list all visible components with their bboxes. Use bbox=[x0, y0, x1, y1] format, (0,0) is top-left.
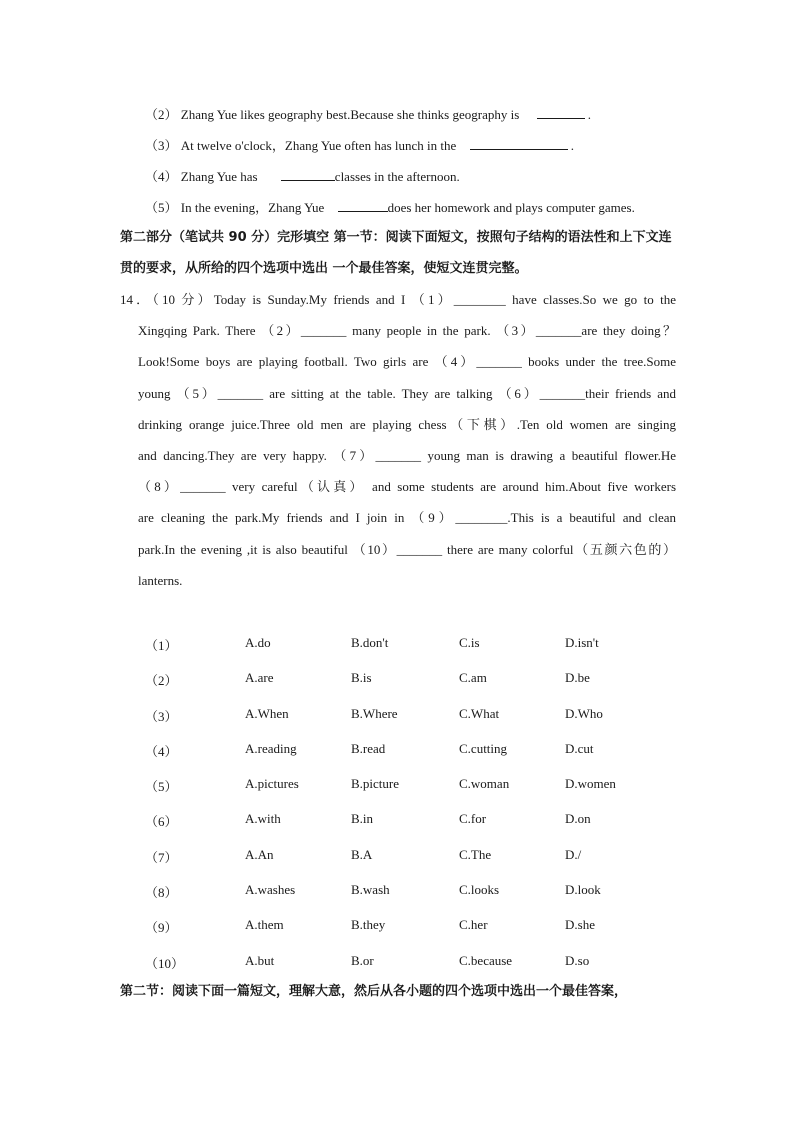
option-a[interactable]: A.do bbox=[245, 635, 271, 650]
passage-line: Xingqing Park. There （2）_______ many people in the park. （3）_______are they doing？ bbox=[138, 323, 676, 339]
question-2 bbox=[145, 104, 591, 123]
option-a[interactable]: A.An bbox=[245, 846, 274, 862]
option-d[interactable]: D.look bbox=[565, 882, 601, 898]
option-number: （4） bbox=[145, 743, 178, 759]
question-number: （2） bbox=[145, 107, 178, 122]
passage-line: are cleaning the park.My friends and I join in （9）________.This is a beautiful and clean bbox=[138, 510, 676, 526]
option-d[interactable]: D.isn't bbox=[565, 635, 599, 650]
option-number: （3） bbox=[145, 708, 178, 724]
question-text: At twelve o'clock，Zhang Yue often has lunch in the bbox=[180, 138, 457, 153]
answer-blank[interactable] bbox=[470, 137, 568, 150]
options-row bbox=[145, 874, 665, 909]
options-table bbox=[145, 627, 665, 980]
option-c[interactable]: C.is bbox=[459, 635, 480, 650]
option-a[interactable]: A.them bbox=[245, 917, 284, 933]
question-3 bbox=[145, 135, 574, 154]
part2-heading: 第二部分（笔试共 90 分）完形填空 第一节：阅读下面短文，按照句子结构的语法性和上下文连贯的要求，从所给的四个选项中选出 一个最佳答案，使短文连贯完整。 bbox=[120, 230, 672, 276]
option-a[interactable]: A.reading bbox=[245, 740, 297, 756]
options-row bbox=[145, 627, 665, 662]
option-a[interactable]: A.washes bbox=[245, 882, 296, 898]
option-c[interactable]: C.her bbox=[459, 917, 488, 933]
passage-line: lanterns. bbox=[138, 572, 183, 588]
option-b[interactable]: B.A bbox=[351, 846, 373, 862]
options-row bbox=[145, 839, 665, 874]
option-d[interactable]: D.she bbox=[565, 917, 595, 933]
option-c[interactable]: C.am bbox=[459, 670, 487, 686]
option-c[interactable]: C.What bbox=[459, 705, 500, 721]
options-row bbox=[145, 662, 665, 697]
option-b[interactable]: B.or bbox=[351, 952, 374, 968]
option-number: （1） bbox=[145, 638, 178, 653]
option-d[interactable]: D./ bbox=[565, 846, 582, 862]
option-d[interactable]: D.cut bbox=[565, 740, 594, 756]
option-b[interactable]: B.in bbox=[351, 811, 374, 827]
passage-line: park.In the evening ,it is also beautiful （10）_______ there are many colorful（五颜六色的） bbox=[138, 541, 676, 557]
answer-blank[interactable] bbox=[281, 168, 335, 181]
option-number: （6） bbox=[145, 814, 178, 830]
question-text: Zhang Yue likes geography best.Because she thinks geography is bbox=[180, 107, 520, 122]
options-row bbox=[145, 698, 665, 733]
option-d[interactable]: D.Who bbox=[565, 705, 603, 721]
option-a[interactable]: A.pictures bbox=[245, 776, 299, 792]
option-c[interactable]: C.because bbox=[459, 952, 513, 968]
cloze-passage bbox=[120, 284, 676, 596]
passage-line: （8）_______ very careful（认真） and some students are around him.About five workers bbox=[138, 479, 676, 495]
option-number: （9） bbox=[145, 920, 178, 936]
option-c[interactable]: C.looks bbox=[459, 882, 500, 898]
passage-line: drinking orange juice.Three old men are playing chess（下棋）.Ten old women are singing bbox=[138, 416, 676, 432]
answer-blank[interactable] bbox=[537, 106, 585, 119]
option-a[interactable]: A.are bbox=[245, 670, 274, 686]
question-number: （5） bbox=[145, 200, 178, 215]
passage-line: young （5）_______ are sitting at the table. They are talking （6）_______their friends and bbox=[138, 385, 676, 401]
question-text: In the evening，Zhang Yue bbox=[180, 200, 325, 215]
question-tail: classes in the afternoon. bbox=[334, 169, 460, 184]
option-d[interactable]: D.on bbox=[565, 811, 591, 827]
option-b[interactable]: B.is bbox=[351, 670, 372, 686]
question-tail: . bbox=[567, 138, 575, 153]
option-c[interactable]: C.The bbox=[459, 846, 492, 862]
option-c[interactable]: C.for bbox=[459, 811, 487, 827]
question-5 bbox=[145, 197, 635, 216]
passage-line: 14．（10 分）Today is Sunday.My friends and I （1）________ have classes.So we go to the bbox=[120, 292, 676, 307]
option-c[interactable]: C.cutting bbox=[459, 740, 508, 756]
option-number: （7） bbox=[145, 849, 178, 865]
option-b[interactable]: B.Where bbox=[351, 705, 398, 721]
option-b[interactable]: B.picture bbox=[351, 776, 400, 792]
option-a[interactable]: A.When bbox=[245, 705, 289, 721]
passage-line: and dancing.They are very happy. （7）_______ young man is drawing a beautiful flower.He bbox=[138, 448, 676, 464]
option-b[interactable]: B.don't bbox=[351, 635, 389, 650]
passage-line: Look!Some boys are playing football. Two girls are （4）_______ books under the tree.Some bbox=[138, 354, 676, 370]
option-d[interactable]: D.so bbox=[565, 952, 590, 968]
options-row bbox=[145, 768, 665, 803]
question-number: （4） bbox=[145, 169, 178, 184]
question-4 bbox=[145, 166, 460, 185]
option-number: （8） bbox=[145, 885, 178, 901]
question-number: （3） bbox=[145, 138, 178, 153]
question-text: Zhang Yue has bbox=[180, 169, 258, 184]
option-a[interactable]: A.but bbox=[245, 952, 275, 968]
option-d[interactable]: D.women bbox=[565, 776, 616, 792]
option-a[interactable]: A.with bbox=[245, 811, 281, 827]
option-number: （10） bbox=[145, 955, 185, 971]
options-row bbox=[145, 909, 665, 944]
option-number: （2） bbox=[145, 673, 178, 689]
answer-blank[interactable] bbox=[338, 199, 388, 212]
question-tail: does her homework and plays computer games. bbox=[387, 200, 635, 215]
options-row bbox=[145, 945, 665, 980]
option-number: （5） bbox=[145, 779, 178, 795]
option-c[interactable]: C.woman bbox=[459, 776, 510, 792]
options-row bbox=[145, 803, 665, 838]
option-d[interactable]: D.be bbox=[565, 670, 590, 686]
section2-heading: 第二节：阅读下面一篇短文，理解大意，然后从各小题的四个选项中选出一个最佳答案， bbox=[120, 984, 628, 999]
option-b[interactable]: B.read bbox=[351, 740, 386, 756]
option-b[interactable]: B.they bbox=[351, 917, 386, 933]
option-b[interactable]: B.wash bbox=[351, 882, 390, 898]
options-row bbox=[145, 733, 665, 768]
question-tail: . bbox=[584, 107, 592, 122]
